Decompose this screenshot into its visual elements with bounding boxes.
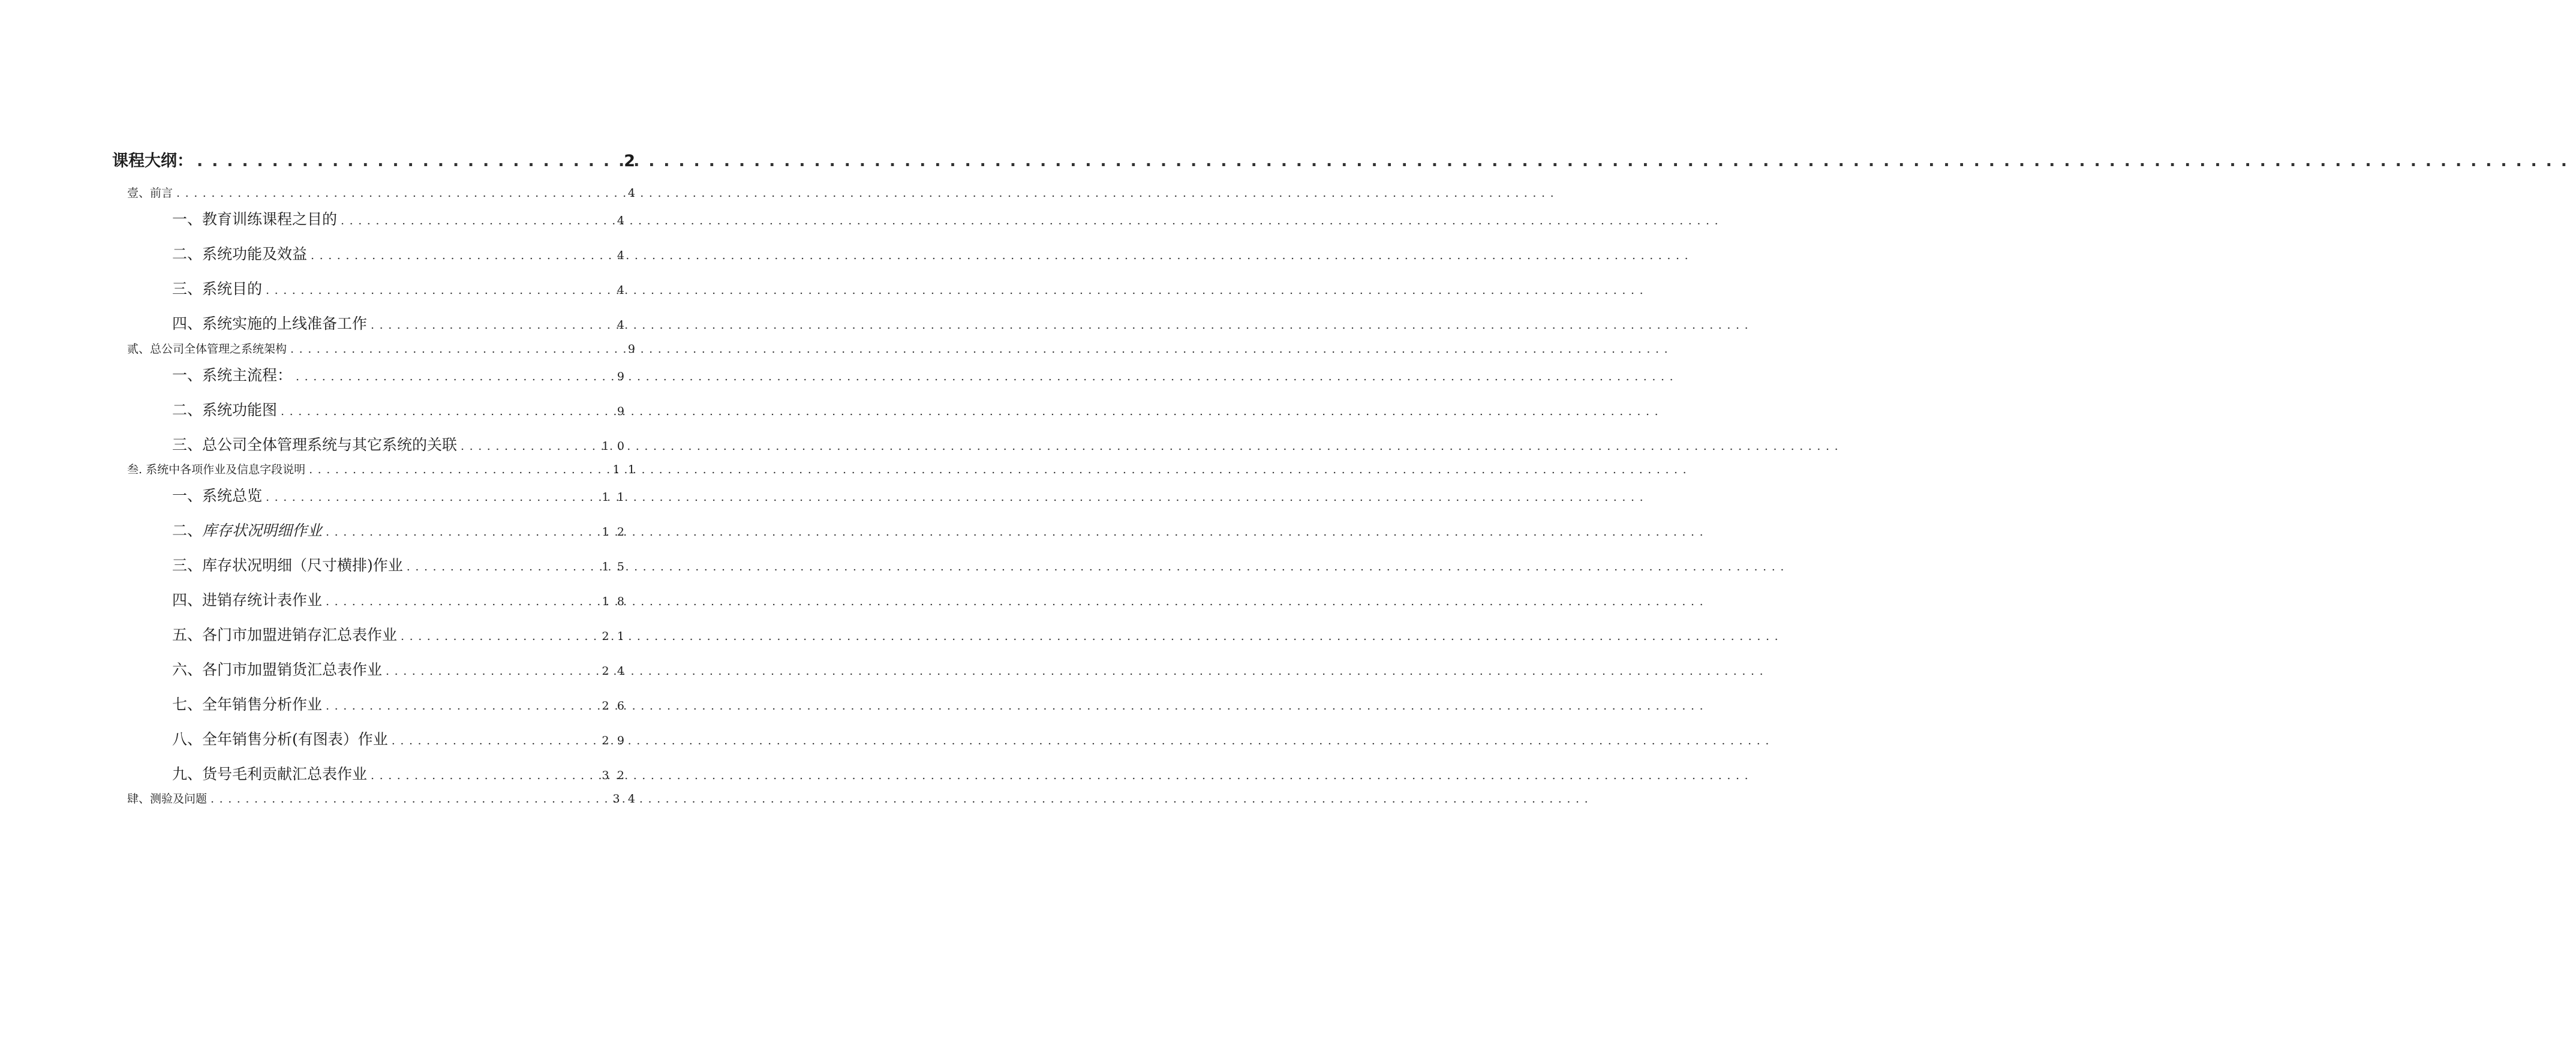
toc-title: 课程大纲： (112, 152, 193, 170)
toc-leader-dots (266, 284, 614, 297)
toc-entry-label: 三、总公司全体管理系统与其它系统的关联 (172, 436, 458, 453)
toc-entry-section (172, 658, 633, 680)
toc-entry-page: 4 (617, 214, 633, 227)
toc-entry-page: 32 (602, 769, 633, 782)
toc-leader-dots (176, 187, 624, 200)
toc-entry-page: 4 (617, 284, 633, 297)
toc-leader-dots (309, 463, 609, 476)
toc-entry-section (172, 762, 633, 784)
toc-entry-label: 一、系统主流程： (172, 366, 293, 384)
toc-leader-dots (296, 370, 614, 383)
toc-leader-dots (197, 152, 620, 170)
toc-leader-dots (392, 734, 599, 747)
toc-entry-page: 9 (617, 370, 633, 383)
toc-entry-page: 11 (612, 463, 644, 476)
toc-entry-page: 29 (602, 734, 633, 747)
document-page (0, 0, 744, 1052)
toc-entry-page: 26 (602, 699, 633, 713)
toc-entry-label (172, 519, 322, 540)
toc-leader-dots (386, 665, 599, 678)
toc-entry-section (172, 208, 633, 229)
toc-leader-dots (371, 318, 614, 332)
toc-leader-dots (266, 491, 599, 504)
toc-entry-page: 4 (627, 187, 644, 200)
toc-leader-dots (401, 630, 599, 643)
toc-title-row (112, 148, 635, 171)
toc-entry-label: 四、进销存统计表作业 (172, 591, 323, 609)
toc-leader-dots (326, 699, 599, 713)
toc-entry-section (172, 484, 633, 506)
toc-entry-label: 肆、测验及问题 (127, 792, 208, 805)
toc-leader-dots (407, 560, 599, 573)
toc-leader-dots (290, 342, 624, 356)
toc-entry-chapter (127, 790, 644, 806)
toc-entry-label: 四、系统实施的上线准备工作 (172, 315, 368, 332)
toc-entry-page: 4 (617, 249, 633, 262)
toc-entry-label: 叁. 系统中各项作业及信息字段说明 (127, 463, 306, 476)
toc-entry-label: 八、全年销售分析(有图表）作业 (172, 731, 388, 748)
toc-leader-dots (311, 249, 614, 262)
toc-entry-label: 五、各门市加盟进销存汇总表作业 (172, 626, 398, 644)
toc-entry-page: 18 (602, 595, 633, 608)
toc-entry-label: 七、全年销售分析作业 (172, 696, 323, 713)
toc-entry-page: 12 (602, 525, 633, 539)
toc-entry-page: 9 (617, 405, 633, 418)
toc-entry-page: 24 (602, 665, 633, 678)
toc-entry-label: 壹、前言 (127, 187, 173, 200)
toc-entry-label: 九、货号毛利贡献汇总表作业 (172, 765, 368, 783)
toc-title-page: 2 (624, 152, 635, 170)
toc-entry-section (172, 433, 633, 455)
toc-entry-section (172, 363, 633, 385)
toc-entry-section (172, 519, 633, 540)
toc-entry-label: 贰、总公司全体管理之系统架构 (127, 342, 287, 356)
toc-leader-dots (326, 595, 599, 608)
toc-entry-page: 34 (612, 792, 644, 805)
toc-entry-label-prefix: 二、 (172, 522, 203, 539)
toc-entry-label: 三、库存状况明细（尺寸横排)作业 (172, 557, 403, 574)
toc-entry-section (172, 623, 633, 645)
toc-entry-section (172, 588, 633, 610)
toc-entry-section (172, 277, 633, 299)
toc-leader-dots (326, 525, 598, 539)
toc-leader-dots (461, 440, 599, 453)
toc-entry-chapter (127, 340, 644, 356)
toc-entry-section (172, 554, 633, 575)
toc-entry-chapter (127, 461, 644, 477)
toc-entry-section (172, 312, 633, 333)
toc-entry-label: 三、系统目的 (172, 280, 263, 297)
table-of-contents (0, 0, 744, 1052)
toc-entry-section (172, 242, 633, 264)
toc-leader-dots (341, 214, 614, 227)
toc-entry-page: 9 (627, 342, 644, 356)
toc-entry-label: 二、系统功能图 (172, 401, 278, 419)
toc-entry-label: 一、教育训练课程之目的 (172, 211, 338, 228)
toc-entry-section (172, 693, 633, 714)
toc-leader-dots (281, 405, 614, 418)
toc-entry-page: 15 (602, 560, 633, 573)
toc-entry-chapter (127, 184, 644, 200)
toc-entry-page: 4 (617, 318, 633, 332)
toc-leader-dots (371, 769, 599, 782)
toc-entry-label: 六、各门市加盟销货汇总表作业 (172, 661, 383, 678)
toc-entry-page: 10 (602, 440, 633, 453)
toc-entry-label: 二、系统功能及效益 (172, 245, 308, 263)
toc-entry-section (172, 728, 633, 749)
toc-entry-label-italic: 库存状况明细作业 (202, 522, 323, 539)
toc-entry-label: 一、系统总览 (172, 487, 263, 504)
toc-leader-dots (211, 792, 609, 805)
toc-entry-page: 11 (602, 491, 633, 504)
toc-entry-section (172, 398, 633, 420)
toc-entry-page: 21 (602, 630, 633, 643)
